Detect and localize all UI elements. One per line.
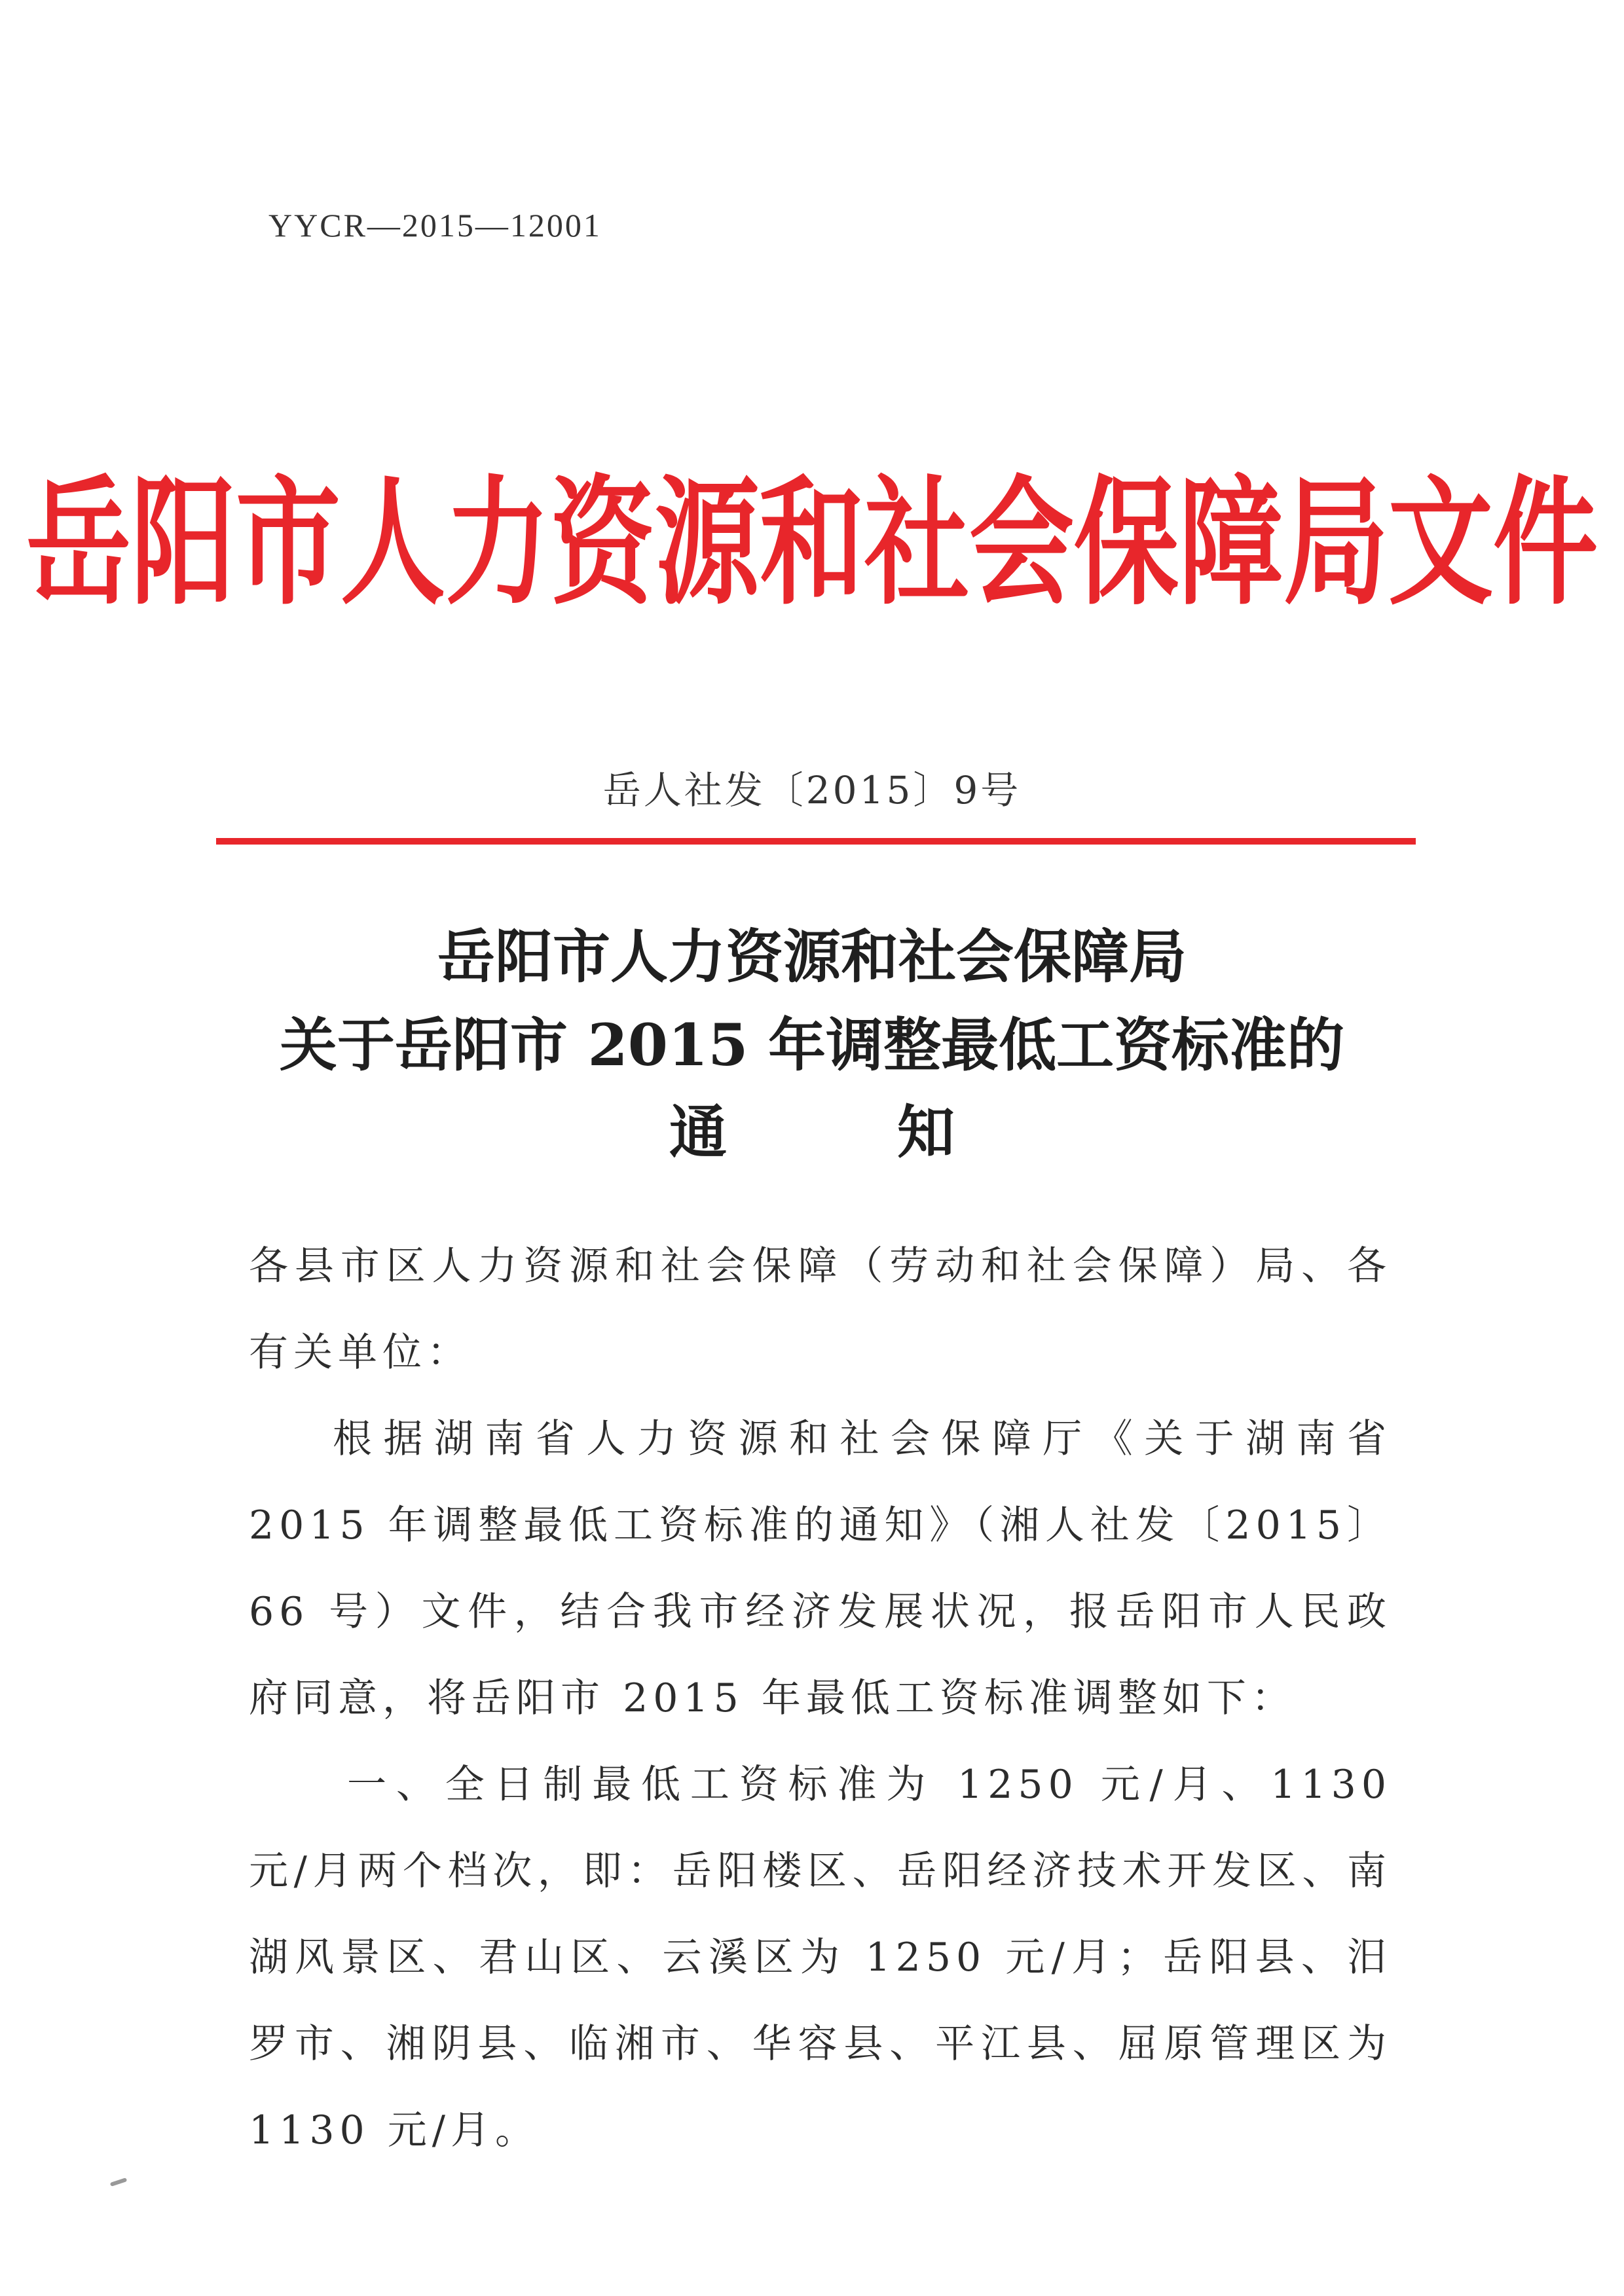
red-divider <box>216 838 1416 845</box>
title-line-3: 通知 <box>669 1098 1125 1166</box>
scan-speck <box>110 2178 128 2187</box>
title-line-2: 关于岳阳市 2015 年调整最低工资标准的 <box>279 1011 1345 1079</box>
body-paragraph-1: 根据湖南省人力资源和社会保障厅《关于湖南省 2015 年调整最低工资标准的通知》（湘人社发〔2015〕66 号）文件，结合我市经济发展状况，报岳阳市人民政府同意，将岳阳市 2015 年最低工资标准调整如下： <box>249 1416 1392 1721</box>
document-code: YYCR—2015—12001 <box>268 207 602 244</box>
issuer-header: 岳阳市人力资源和社会保障局文件 <box>26 462 1598 624</box>
body-paragraph-2: 一、全日制最低工资标准为 1250 元/月、1130 元/月两个档次，即：岳阳楼区、岳阳经济技术开发区、南湖风景区、君山区、云溪区为 1250 元/月；岳阳县、汨罗市、湘阴县、临湘市、华容县、平江县、屈原管理区为 1130 元/月。 <box>249 1762 1392 2153</box>
title-line-1: 岳阳市人力资源和社会保障局 <box>437 922 1187 991</box>
salutation: 各县市区人力资源和社会保障（劳动和社会保障）局、各有关单位： <box>249 1243 1392 1376</box>
document-number: 岳人社发〔2015〕9号 <box>602 768 1022 812</box>
